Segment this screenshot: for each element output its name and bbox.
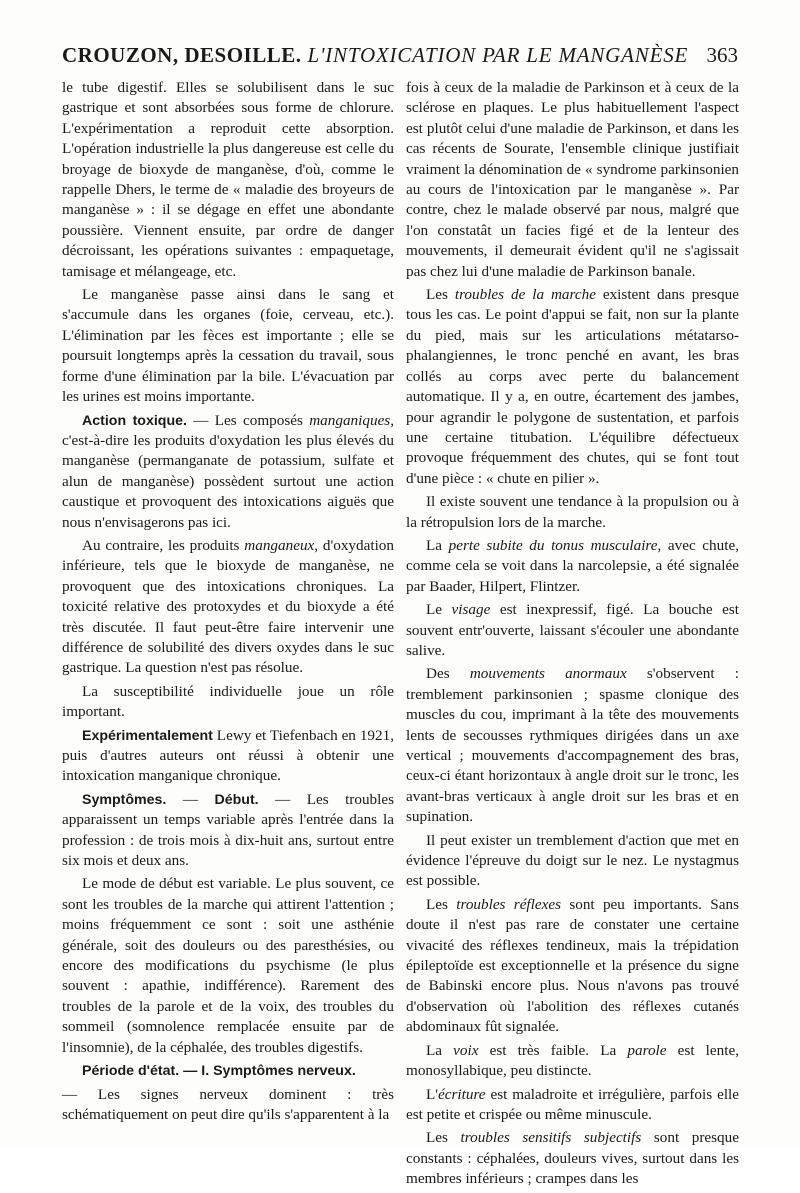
paragraph: Il peut exister un tremblement d'action que met en évidence l'épreuve du doigt sur le nez. Le nystagmus est possible. — [406, 831, 739, 890]
running-head — [62, 38, 738, 72]
paragraph: La voix est très faible. La parole est lente, monosyllabique, peu distincte. — [406, 1041, 739, 1080]
running-head-authors: CROUZON, DESOILLE. — [62, 43, 302, 67]
paragraph: Les troubles sensitifs subjectifs sont presque constants : céphalées, douleurs vives, surtout dans les membres inférieurs ; crampes dans les — [406, 1129, 739, 1188]
section-heading: Période d'état. — I. Symptômes nerveux. — [82, 1063, 356, 1080]
paragraph: Les troubles réflexes sont peu importants. Sans doute il n'est pas rare de constater une certaine vivacité des réflexes tendineux, mais la trépidation épileptoïde est exceptionnelle et la présence du signe de Babinski encore plus. Nous n'avons pas trouvé d'observation où l'abolition des réflexes cutanés abdominaux fût signalée. — [406, 895, 739, 1036]
paragraph: Symptômes. — Début. — Les troubles apparaissent un temps variable après l'entrée dans la profession : de trois mois à dix-huit ans, surtout entre six mois et deux ans. — [62, 790, 395, 870]
page-number: 363 — [706, 43, 738, 67]
paragraph: Le manganèse passe ainsi dans le sang et s'accumule dans les organes (foie, cerveau, etc.). L'élimination par les fèces est importante ; elle se poursuit longtemps après la cessation du travail, sous forme d'une élimination par la bile. L'évacuation par les urines est moins importante. — [62, 286, 394, 406]
section-heading: Symptômes. — [82, 791, 167, 808]
left-column — [62, 78, 394, 1128]
section-heading: Début. — [214, 791, 259, 808]
section-heading: Action toxique. — [82, 412, 187, 429]
paragraph — [62, 1061, 394, 1081]
paragraph: Le visage est inexpressif, figé. La bouche est souvent entr'ouverte, laissant s'écouler une abondante salive. — [406, 601, 739, 659]
paragraph: Au contraire, les produits manganeux, d'oxydation inférieure, tels que le bioxyde de manganèse, ne provoquent que des intoxications chroniques. La toxicité relative des protoxydes et du bioxyde a été très discutée. Il faut peut-être faire intervenir une différence de solubilité des divers oxydes dans le suc gastrique. La question n'est pas résolue. — [62, 536, 394, 677]
paragraph: La susceptibilité individuelle joue un rôle important. — [62, 682, 394, 721]
paragraph: Il existe souvent une tendance à la propulsion ou à la rétropulsion lors de la marche. — [406, 493, 739, 531]
running-head-title: L'INTOXICATION PAR LE MANGANÈSE — [307, 43, 689, 67]
paragraph: La perte subite du tonus musculaire, avec chute, comme cela se voit dans la narcolepsie, a été signalée par Baader, Hilpert, Flintzer. — [406, 536, 739, 595]
paragraph: le tube digestif. Elles se solubilisent dans le suc gastrique et sont absorbées sous forme de chlorure. L'expérimentation a reproduit cette absorption. L'opération industrielle la plus dangereuse est celle du broyage de bioxyde de manganèse, d'où, comme le rappelle Dhers, le terme de « maladie des broyeurs de manganèse » : il se dégage en effet une abondante poussière. Viennent ensuite, par ordre de danger décroissant, les opérations suivantes : empaquetage, tamisage et mélangeage, etc. — [62, 79, 394, 280]
paragraph: Expérimentalement Lewy et Tiefenbach en 1921, puis d'autres auteurs ont réussi à obtenir une intoxication manganique chronique. — [62, 726, 394, 785]
paragraph: — Les signes nerveux dominent : très schématiquement on peut dire qu'ils s'apparentent à la — [62, 1085, 394, 1123]
paragraph: Action toxique. — Les composés manganiques, c'est-à-dire les produits d'oxydation les plus élevés du manganèse (permanganate de potassium, sulfate et alun de manganèse) possèdent surtout une action caustique et provoquent des intoxications aiguës que nous n'envisagerons pas ici. — [62, 411, 395, 531]
right-column — [406, 78, 739, 1193]
section-heading: Expérimentalement — [82, 727, 213, 744]
paragraph: Le mode de début est variable. Le plus souvent, ce sont les troubles de la marche qui attirent l'attention ; moins fréquemment ce sont : soit une asthénie générale, soit des douleurs ou des paresthésies, ou encore des modifications du psychisme (le plus souvent : apathie, indifférence). Rarement des troubles de la parole et de la voix, des troubles du sommeil (somnolence remplacée ensuite par de l'insomnie), de la céphalée, des troubles digestifs. — [62, 875, 394, 1056]
paragraph: L'écriture est maladroite et irrégulière, parfois elle est petite et crispée ou même minuscule. — [406, 1085, 739, 1123]
paragraph: Des mouvements anormaux s'observent : tremblement parkinsonien ; spasme clonique des muscles du cou, imprimant à la tête des mouvements lents de secousses rythmiques dirigées dans un axe vertical ; mouvements d'accompagnement des bras, ceux-ci étant horizontaux à angle droit sur le tronc, les avant-bras verticaux à angle droit sur les bras et en supination. — [406, 665, 739, 826]
paragraph: fois à ceux de la maladie de Parkinson et à ceux de la sclérose en plaques. Le plus habituellement l'aspect est plutôt celui d'une maladie de Parkinson, et dans les cas récents de Sourate, l'ensemble clinique justifiait vraiment la dénomination de « syndrome parkinsonien au cours de l'intoxication par le manganèse ». Par contre, chez le malade observé par nous, malgré que l'on constatât un facies figé et de la lenteur des mouvements, il demeurait évident qu'il ne s'agissait pas chez lui d'une maladie de Parkinson banale. — [406, 79, 739, 280]
paragraph: Les troubles de la marche existent dans presque tous les cas. Le point d'appui se fait, non sur la plante du pied, mais sur les articulations métatarso-phalangiennes, le tronc penché en avant, les bras collés au corps avec perte du balancement automatique. Il y a, en outre, écartement des jambes, pour agrandir le polygone de sustentation, et parfois une certaine titubation. L'équilibre défectueux provoque fréquemment des chutes, qui se font tout d'une pièce : « chute en pilier ». — [406, 286, 739, 487]
